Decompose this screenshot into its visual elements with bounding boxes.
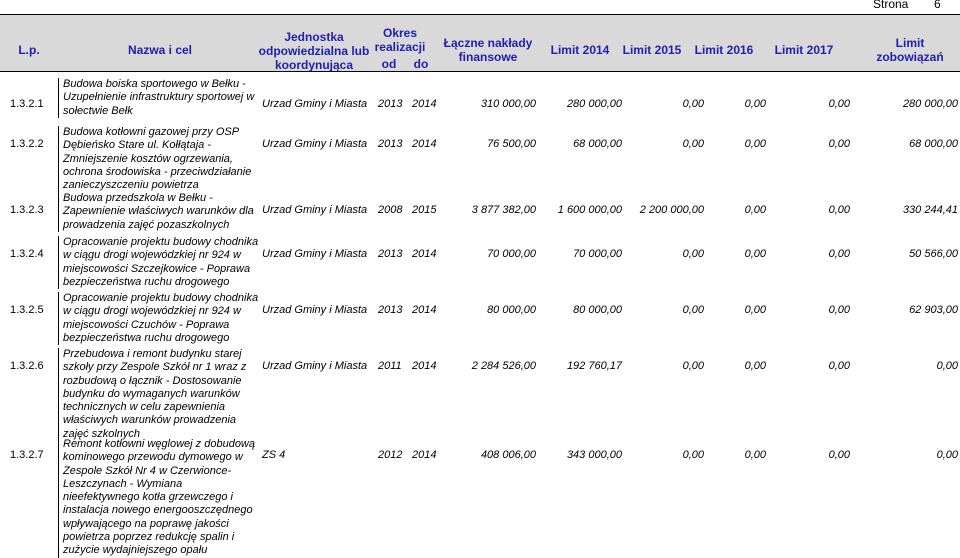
row-total: 2 284 526,00 xyxy=(471,360,536,372)
row-l2016: 0,00 xyxy=(744,449,766,461)
row-unit: Urzad Gminy i Miasta xyxy=(262,248,368,260)
row-l2016: 0,00 xyxy=(744,360,766,372)
row-l2016: 0,00 xyxy=(744,304,766,316)
row-l2014: 343 000,00 xyxy=(566,449,622,461)
row-commit: 62 903,00 xyxy=(909,304,958,316)
row-to: 2014 xyxy=(412,248,437,260)
row-to: 2014 xyxy=(412,138,437,150)
row-l2017: 0,00 xyxy=(828,98,850,110)
header-period: Okres realizacji xyxy=(374,26,426,54)
row-unit: Urzad Gminy i Miasta xyxy=(262,304,368,316)
row-from: 2008 xyxy=(378,204,403,216)
table-row xyxy=(0,292,960,344)
row-to: 2014 xyxy=(412,449,437,461)
row-name: Budowa kotłowni gazowej przy OSP Dębieńsko Stare ul. Kołłątaja - Zmniejszenie kosztów ogrzewania, ochrona środowiska - przeciwdziałanie zanieczyszczeniu powietrza xyxy=(58,126,261,192)
row-total: 80 000,00 xyxy=(487,304,536,316)
header-name: Nazwa i cel xyxy=(127,43,193,57)
row-name: Budowa boiska sportowego w Bełku - Uzupełnienie infrastruktury sportowej w sołectwie Bełk xyxy=(58,78,261,118)
row-lp: 1.3.2.2 xyxy=(10,138,44,150)
table-row xyxy=(0,438,960,557)
row-unit: Urzad Gminy i Miasta xyxy=(262,138,368,150)
header-unit: Jednostka odpowiedzialna lub koordynująca xyxy=(258,30,370,72)
row-l2017: 0,00 xyxy=(828,204,850,216)
row-commit: 0,00 xyxy=(936,449,958,461)
row-to: 2014 xyxy=(412,360,437,372)
row-to: 2014 xyxy=(412,304,437,316)
header-lp: L.p. xyxy=(18,43,40,57)
row-total: 3 877 382,00 xyxy=(471,204,536,216)
row-l2015: 0,00 xyxy=(682,98,704,110)
row-commit: 280 000,00 xyxy=(902,98,958,110)
row-unit: Urzad Gminy i Miasta xyxy=(262,98,368,110)
row-lp: 1.3.2.1 xyxy=(10,98,44,110)
row-l2014: 192 760,17 xyxy=(566,360,622,372)
row-lp: 1.3.2.4 xyxy=(10,248,44,260)
row-l2017: 0,00 xyxy=(828,449,850,461)
row-from: 2013 xyxy=(378,304,403,316)
row-l2015: 0,00 xyxy=(682,360,704,372)
row-l2014: 70 000,00 xyxy=(573,248,622,260)
row-name: Opracowanie projektu budowy chodnika w ciągu drogi wojewódzkiej nr 924 w miejscowości Szczejkowice - Poprawa bezpieczeństwa ruchu drogowego xyxy=(58,236,261,289)
row-l2017: 0,00 xyxy=(828,248,850,260)
table-row xyxy=(0,348,960,440)
row-commit: 68 000,00 xyxy=(909,138,958,150)
row-commit: 0,00 xyxy=(936,360,958,372)
row-commit: 330 244,41 xyxy=(902,204,958,216)
row-l2014: 280 000,00 xyxy=(566,98,622,110)
row-l2017: 0,00 xyxy=(828,360,850,372)
row-l2015: 0,00 xyxy=(682,449,704,461)
header-from: od xyxy=(381,57,397,71)
row-to: 2015 xyxy=(412,204,437,216)
header-l2015: Limit 2015 xyxy=(622,43,682,57)
row-l2015: 0,00 xyxy=(682,304,704,316)
page-number: 6 xyxy=(934,0,941,11)
row-lp: 1.3.2.5 xyxy=(10,304,44,316)
header-to: do xyxy=(413,57,429,71)
row-l2015: 2 200 000,00 xyxy=(639,204,704,216)
row-total: 70 000,00 xyxy=(487,248,536,260)
row-from: 2012 xyxy=(378,449,403,461)
table-header xyxy=(0,15,960,72)
row-from: 2013 xyxy=(378,138,403,150)
row-commit: 50 566,00 xyxy=(909,248,958,260)
row-name: Budowa przedszkola w Bełku - Zapewnienie właściwych warunków dla prowadzenia zajęć pozaszkolnych xyxy=(58,192,261,232)
row-total: 310 000,00 xyxy=(480,98,536,110)
row-from: 2013 xyxy=(378,248,403,260)
row-l2017: 0,00 xyxy=(828,304,850,316)
row-total: 76 500,00 xyxy=(487,138,536,150)
row-name: Remont kotłowni węglowej z dobudową kominowego przewodu dymowego w Zespole Szkół Nr 4 w Czerwionce-Leszczynach - Wymiana nieefektywnego kotła grzewczego i instalacja nowego energooszczędnego wpływającego na poprawę jakości powietrza poprzez redukcję spalin i zużycie wydajniejszego opału xyxy=(58,438,261,558)
row-l2017: 0,00 xyxy=(828,138,850,150)
row-to: 2014 xyxy=(412,98,437,110)
row-name: Opracowanie projektu budowy chodnika w ciągu drogi wojewódzkiej nr 924 w miejscowości Czuchów - Poprawa bezpieczeństwa ruchu drogowego xyxy=(58,292,261,345)
row-unit: Urzad Gminy i Miasta xyxy=(262,360,368,372)
row-total: 408 006,00 xyxy=(480,449,536,461)
row-lp: 1.3.2.3 xyxy=(10,204,44,216)
header-l2016: Limit 2016 xyxy=(694,43,754,57)
table-row xyxy=(0,236,960,288)
row-unit: Urzad Gminy i Miasta xyxy=(262,204,368,216)
row-l2016: 0,00 xyxy=(744,248,766,260)
table-row xyxy=(0,192,960,232)
header-l2014: Limit 2014 xyxy=(550,43,610,57)
row-l2015: 0,00 xyxy=(682,248,704,260)
row-from: 2011 xyxy=(378,360,402,372)
row-l2016: 0,00 xyxy=(744,98,766,110)
row-l2014: 80 000,00 xyxy=(573,304,622,316)
table-row xyxy=(0,78,960,122)
row-lp: 1.3.2.6 xyxy=(10,360,44,372)
row-l2014: 1 600 000,00 xyxy=(557,204,622,216)
page-label: Strona xyxy=(873,0,909,11)
row-l2016: 0,00 xyxy=(744,204,766,216)
row-l2016: 0,00 xyxy=(744,138,766,150)
row-from: 2013 xyxy=(378,98,403,110)
header-total: Łączne nakłady finansowe xyxy=(443,36,533,64)
row-unit: ZS 4 xyxy=(262,449,286,461)
table-row xyxy=(0,126,960,192)
row-name: Przebudowa i remont budynku starej szkoły przy Zespole Szkół nr 1 wraz z rozbudową o łącznik - Dostosowanie budynku do wymaganych warunków technicznych w celu zapewnienia właściwych warunków prowadzenia zajęć szkolnych xyxy=(58,348,261,441)
header-l2017: Limit 2017 xyxy=(774,43,834,57)
page-footer-bar xyxy=(0,0,960,15)
row-l2015: 0,00 xyxy=(682,138,704,150)
header-commit: Limit zobowiązań xyxy=(876,36,944,64)
row-l2014: 68 000,00 xyxy=(573,138,622,150)
row-lp: 1.3.2.7 xyxy=(10,449,44,461)
